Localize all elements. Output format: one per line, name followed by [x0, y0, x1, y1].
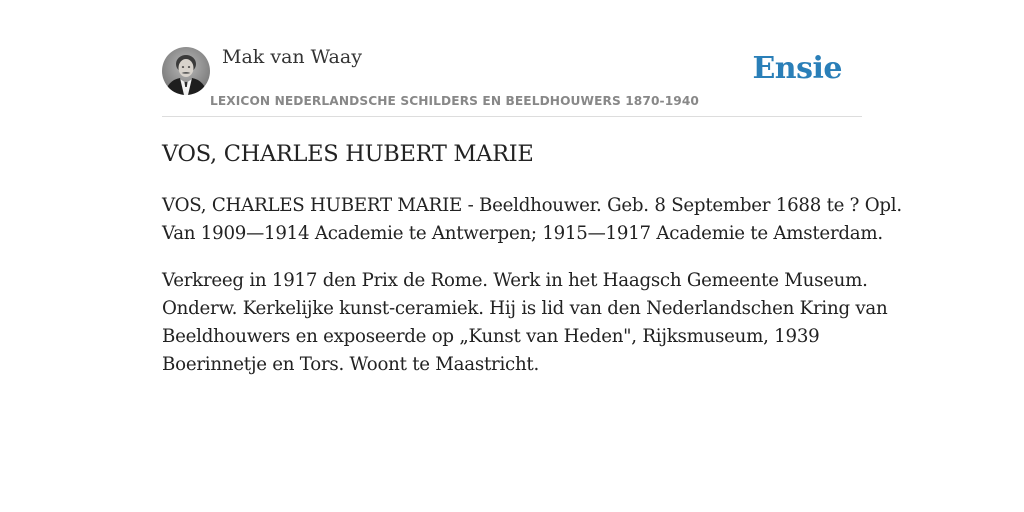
- paragraph-1: [162, 192, 902, 248]
- paragraph-2: [162, 267, 888, 379]
- article-page: [162, 0, 902, 512]
- ensie-logo[interactable]: Ensie: [752, 51, 842, 86]
- paragraph-line: Beeldhouwers en exposeerde op „Kunst van Heden", Rijksmuseum, 1939: [162, 326, 820, 347]
- author-avatar[interactable]: [162, 47, 210, 95]
- paragraph-line: VOS, CHARLES HUBERT MARIE - Beeldhouwer. Geb. 8 September 1688 te ? Opl.: [162, 195, 902, 216]
- paragraph-line: Verkreeg in 1917 den Prix de Rome. Werk in het Haagsch Gemeente Museum.: [162, 270, 868, 291]
- author-name[interactable]: Mak van Waay: [222, 46, 362, 68]
- paragraph-line: Van 1909—1914 Academie te Antwerpen; 1915—1917 Academie te Amsterdam.: [162, 223, 883, 244]
- paragraph-line: Onderw. Kerkelijke kunst-ceramiek. Hij is lid van den Nederlandschen Kring van: [162, 298, 888, 319]
- portrait-icon: [162, 47, 210, 95]
- page-title: VOS, CHARLES HUBERT MARIE: [162, 141, 534, 167]
- header: [162, 0, 862, 117]
- lexicon-subtitle[interactable]: LEXICON NEDERLANDSCHE SCHILDERS EN BEELDHOUWERS 1870-1940: [210, 94, 700, 108]
- paragraph-line: Boerinnetje en Tors. Woont te Maastricht.: [162, 354, 540, 375]
